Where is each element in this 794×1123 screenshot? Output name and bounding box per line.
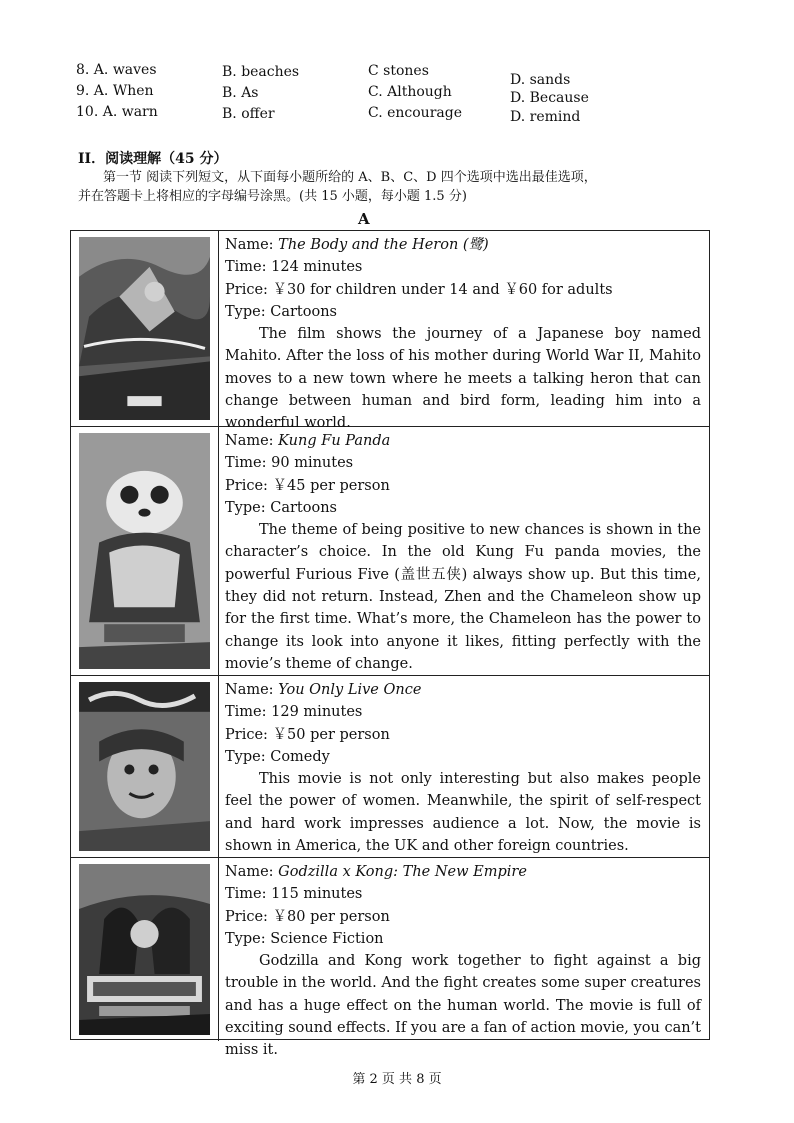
movie-row-3	[71, 676, 709, 858]
price-label: Price:	[225, 281, 273, 298]
name-label: Name:	[225, 433, 279, 449]
option-10c: C. encourage	[368, 105, 462, 121]
time-label: Time:	[225, 259, 272, 276]
poster-cell	[71, 858, 219, 1041]
movie-type: Comedy	[270, 748, 330, 765]
poster-image-godzilla-kong	[79, 864, 210, 1035]
movie-price: ￥80 per person	[272, 908, 390, 925]
option-10d: D. remind	[510, 109, 581, 125]
option-9b: B. As	[222, 85, 259, 101]
movie-price-line	[225, 724, 701, 746]
instruction-line-1: 第一节 阅读下列短文，从下面每小题所给的 A、B、C、D 四个选项中选出最佳选项，	[103, 170, 597, 185]
movie-description: The film shows the journey of a Japanese boy named Mahito. After the loss of his mother during World War II, Mahito moves to a new town where he meets a talking heron that can change between human and bird form, leading him into a wonderful world.	[225, 326, 701, 432]
movie-price: ￥30 for children under 14 and ￥60 for adults	[272, 281, 613, 298]
movie-type: Cartoons	[270, 303, 337, 320]
movie-description: This movie is not only interesting but also makes people feel the power of women. Meanwhile, the spirit of self-respect and hard work impresses audience a lot. Now, the movie is shown in America, the UK and other foreign countries.	[225, 771, 701, 855]
movie-table	[70, 230, 710, 1059]
movie-time: 129 minutes	[271, 704, 363, 721]
movie-description: The theme of being positive to new chances is shown in the character’s choice. In the old Kung Fu panda movies, the powerful Furious Five (盖世五侠) always show up. But this time, they did not return. Instead, Zhen and the Chameleon show up for the first time. What’s more, the Chameleon has the power to change its look into anyone it likes, fitting perfectly with the movie’s theme of change.	[225, 522, 701, 672]
movie-type: Science Fiction	[270, 930, 384, 947]
movie-info-2	[225, 430, 701, 675]
option-9d: D. Because	[510, 90, 589, 106]
movie-name-line	[225, 679, 701, 701]
price-label: Price:	[225, 726, 273, 743]
type-label: Type:	[225, 930, 271, 947]
movie-name-line	[225, 861, 701, 883]
time-label: Time:	[225, 704, 272, 721]
poster-image-you-only-live-once	[79, 682, 210, 851]
movie-info-3	[225, 679, 701, 857]
poster-cell	[71, 676, 219, 857]
movie-time-line	[225, 701, 701, 723]
type-label: Type:	[225, 499, 271, 516]
poster-cell	[71, 427, 219, 675]
movie-row-2	[71, 427, 709, 676]
instruction-line-2: 并在答题卡上将相应的字母编号涂黑。(共 15 小题，每小题 1.5 分)	[78, 189, 467, 204]
movie-time: 90 minutes	[271, 455, 354, 472]
movie-price-line	[225, 279, 701, 301]
price-label: Price:	[225, 477, 273, 494]
movie-price: ￥50 per person	[272, 726, 390, 743]
option-10b: B. offer	[222, 106, 275, 122]
movie-name: Kung Fu Panda	[278, 433, 391, 449]
option-8c: C stones	[368, 63, 429, 79]
name-label: Name:	[225, 864, 279, 880]
page-footer: 第 2 页 共 8 页	[352, 1072, 442, 1087]
movie-row-1	[71, 231, 709, 432]
movie-info-1	[225, 234, 701, 435]
poster-image-kungfu-panda	[79, 433, 210, 669]
time-label: Time:	[225, 455, 272, 472]
option-8b: B. beaches	[222, 64, 300, 80]
movie-price-line	[225, 906, 701, 928]
section-instruction	[78, 168, 678, 206]
type-label: Type:	[225, 303, 271, 320]
movie-name: Godzilla x Kong: The New Empire	[278, 864, 527, 880]
option-8a: 8. A. waves	[76, 62, 157, 78]
name-label: Name:	[225, 237, 279, 253]
price-label: Price:	[225, 908, 273, 925]
section-title: II．阅读理解（45 分）	[78, 151, 228, 167]
option-8d: D. sands	[510, 72, 571, 88]
movie-info-4	[225, 861, 701, 1062]
option-9a: 9. A. When	[76, 83, 154, 99]
movie-time: 115 minutes	[271, 886, 363, 903]
movie-time-line	[225, 256, 701, 278]
movie-time-line	[225, 452, 701, 474]
movie-price: ￥45 per person	[272, 477, 390, 494]
movie-type-line	[225, 746, 701, 768]
time-label: Time:	[225, 886, 272, 903]
poster-image-heron	[79, 237, 210, 420]
movie-time-line	[225, 883, 701, 905]
movie-type-line	[225, 497, 701, 519]
movie-name: You Only Live Once	[278, 682, 422, 698]
movie-type-line	[225, 928, 701, 950]
movie-name-line	[225, 430, 701, 452]
poster-cell	[71, 231, 219, 426]
movie-row-4	[71, 858, 709, 1059]
option-10a: 10. A. warn	[76, 104, 158, 120]
movie-time: 124 minutes	[271, 259, 363, 276]
option-9c: C. Although	[368, 84, 452, 100]
movie-price-line	[225, 475, 701, 497]
movie-type: Cartoons	[270, 499, 337, 516]
movie-name-line	[225, 234, 701, 256]
type-label: Type:	[225, 748, 271, 765]
movie-name: The Body and the Heron (鹭)	[278, 237, 489, 253]
movie-description: Godzilla and Kong work together to fight against a big trouble in the world. And the fight creates some super creatures and has a huge effect on the human world. The movie is full of exciting sound effects. If you are a fan of action movie, you can’t miss it.	[225, 953, 701, 1059]
movie-type-line	[225, 301, 701, 323]
passage-letter: A	[358, 210, 370, 228]
name-label: Name:	[225, 682, 279, 698]
